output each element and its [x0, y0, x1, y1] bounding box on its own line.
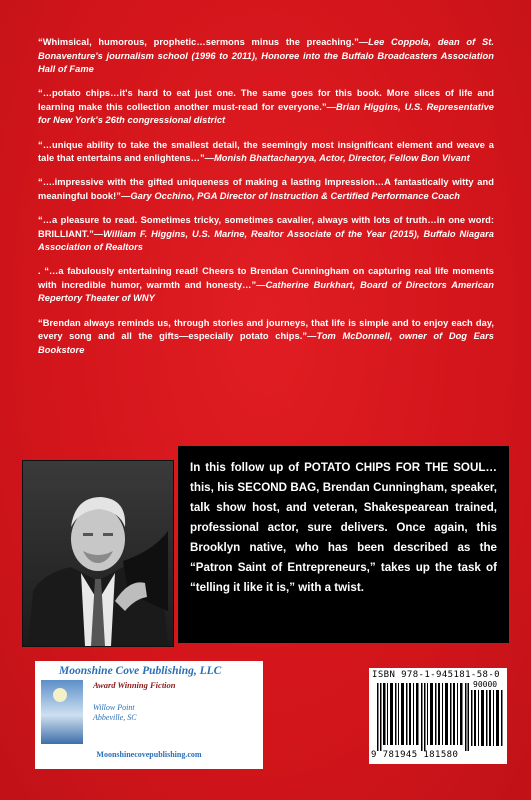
isbn-barcode [369, 668, 507, 764]
blurb-attribution: —Tom McDonnell, owner of Dog Ears Bookstore [38, 331, 494, 355]
blurb-quote: . “…a fabulously entertaining read! Cheers to Brendan Cunningham on capturing real life moments with incredible humor, warmth and honesty…” [38, 266, 494, 290]
blurb-quote: “…a pleasure to read. Sometimes tricky, sometimes cavalier, always with lots of truth…in one word: BRILLIANT.” [38, 214, 494, 239]
blurb-attribution: —Catherine Burkhart, Board of Directors American Repertory Theater of WNY [38, 279, 494, 304]
author-photo [22, 460, 174, 647]
blurb [38, 265, 494, 306]
blurb [38, 317, 494, 358]
blurb-attribution: —William F. Higgins, U.S. Marine, Realtor Associate of the Year (2015), Buffalo Niagara Association of Realtors [38, 228, 494, 253]
blurb-list [38, 36, 494, 368]
blurb [38, 214, 494, 255]
blurb [38, 176, 494, 203]
price-code: 90000 [473, 680, 498, 689]
synopsis-box [178, 446, 509, 643]
publisher-name: Moonshine Cove Publishing, LLC [59, 665, 222, 677]
moon-cove-icon [41, 680, 83, 744]
blurb [38, 87, 494, 128]
blurb-attribution: —Brian Higgins, U.S. Representative for New York's 26th congressional district [38, 101, 495, 126]
blurb-quote: “…potato chips…it's hard to eat just one. The same goes for this book. More slices of life and learning make this collection another must-read for everyone.” [38, 88, 494, 112]
publisher-location-1: Willow Point [93, 703, 135, 712]
blurb-quote: “…unique ability to take the smallest detail, the seemingly most insignificant element and weave a tale that entertains and enlightens…” [38, 139, 494, 164]
blurb-quote: “Brendan always reminds us, through stories and journeys, that life is simple and to enjoy each day, every song and all the gifts—especially potato chips.” [38, 317, 494, 342]
publisher-logo [35, 661, 263, 769]
publisher-url: Moonshinecovepublishing.com [96, 750, 202, 759]
isbn-text: ISBN 978-1-945181-58-0 [372, 670, 501, 680]
synopsis-text: In this follow up of POTATO CHIPS FOR THE SOUL… this, his SECOND BAG, Brendan Cunningham, speaker, talk show host, and veteran, Shakespearean trained, professional actor, sure delivers. Once again, this Brooklyn native, who has been described as the “Patron Saint of Entrepreneurs,” takes up the task of “telling it like it is,” with a twist. [190, 461, 497, 594]
blurb-attribution: —Monish Bhattacharyya, Actor, Director, Fellow Bon Vivant [204, 153, 470, 164]
blurb [38, 139, 494, 166]
publisher-location-2: Abbeville, SC [93, 713, 137, 722]
price-barcode-icon [471, 690, 503, 746]
blurb-quote: “….impressive with the gifted uniqueness of making a lasting Impression…A fantastically witty and meaningful book!” [38, 177, 494, 201]
publisher-tagline: Award Winning Fiction [93, 680, 176, 690]
barcode-number: 9 781945 181580 [371, 750, 459, 760]
blurb [38, 36, 494, 77]
blurb-attribution: —Gary Occhino, PGA Director of Instruction & Certified Performance Coach [120, 190, 461, 201]
blurb-attribution: —Lee Coppola, dean of St. Bonaventure's journalism school (1996 to 2011), Honoree into the Buffalo Broadcasters Association Hall of Fame [38, 37, 494, 75]
barcode-bars-icon [377, 683, 469, 751]
blurb-quote: “Whimsical, humorous, prophetic…sermons minus the preaching.” [38, 37, 359, 47]
